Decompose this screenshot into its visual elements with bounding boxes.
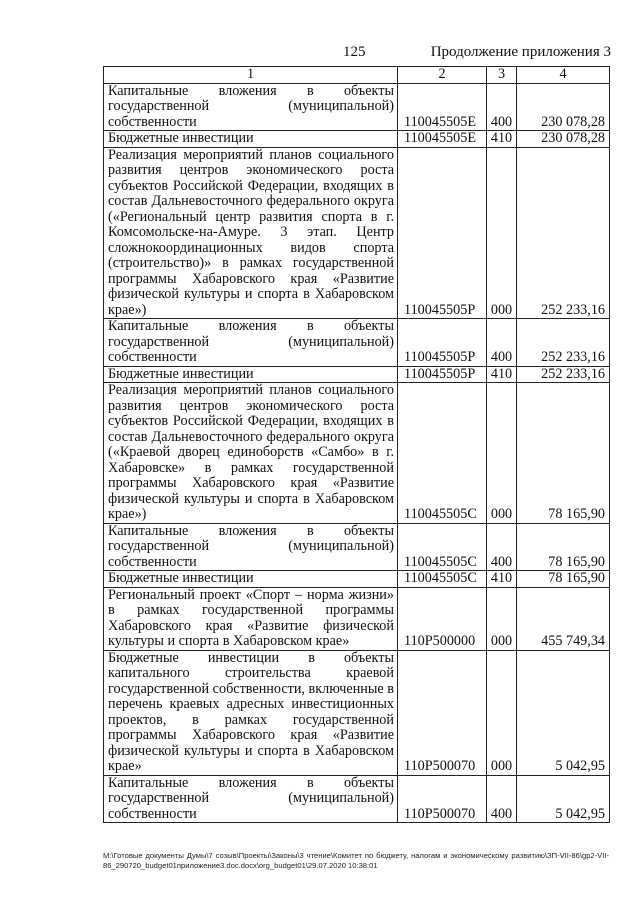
- budget-table: [103, 66, 610, 823]
- row-code: 110045505Р: [398, 319, 487, 367]
- row-name: Капитальные вложения в объекты государственной (муниципальной) собственности: [104, 523, 398, 571]
- row-amount: 230 078,28: [517, 131, 610, 148]
- column-header: 4: [517, 67, 610, 84]
- row-expense-type: 400: [487, 523, 517, 571]
- table-row: [104, 587, 610, 650]
- row-code: 110045505Р: [398, 147, 487, 319]
- row-amount: 5 042,95: [517, 650, 610, 775]
- row-code: 110Р500070: [398, 775, 487, 823]
- row-code: 110045505С: [398, 523, 487, 571]
- column-header: 2: [398, 67, 487, 84]
- table-row: [104, 131, 610, 148]
- continuation-label: Продолжение приложения 3: [430, 44, 611, 60]
- row-code: 110045505Е: [398, 131, 487, 148]
- row-name: Капитальные вложения в объекты государственной (муниципальной) собственности: [104, 319, 398, 367]
- row-name: Бюджетные инвестиции: [104, 571, 398, 588]
- row-expense-type: 410: [487, 571, 517, 588]
- row-name: Капитальные вложения в объекты государственной (муниципальной) собственности: [104, 83, 398, 131]
- table-row: [104, 650, 610, 775]
- row-expense-type: 400: [487, 319, 517, 367]
- row-code: 110045505Е: [398, 83, 487, 131]
- row-expense-type: 400: [487, 775, 517, 823]
- table-row: [104, 571, 610, 588]
- row-code: 110045505С: [398, 571, 487, 588]
- row-code: 110Р500070: [398, 650, 487, 775]
- row-amount: 5 042,95: [517, 775, 610, 823]
- row-amount: 230 078,28: [517, 83, 610, 131]
- row-expense-type: 410: [487, 131, 517, 148]
- row-amount: 252 233,16: [517, 319, 610, 367]
- table-row: [104, 366, 610, 383]
- page-header: [0, 44, 640, 66]
- table-row: [104, 775, 610, 823]
- table-row: [104, 383, 610, 524]
- column-header: 3: [487, 67, 517, 84]
- file-path-footer: М:\Готовые документы Думы\7 созыв\Проекты\Законы\3 чтение\Комитет по бюджету, налогам и экономическому развитию\ЗП-VII-86\gp2-VII-86_290720_budget01приложение3.doc.docx\org_budget01\29.07.2020 10:38:01: [103, 851, 609, 870]
- row-amount: 78 165,90: [517, 383, 610, 524]
- table-row: [104, 319, 610, 367]
- row-name: Бюджетные инвестиции: [104, 131, 398, 148]
- row-amount: 252 233,16: [517, 366, 610, 383]
- row-code: 110045505С: [398, 383, 487, 524]
- row-amount: 455 749,34: [517, 587, 610, 650]
- row-name: Бюджетные инвестиции: [104, 366, 398, 383]
- page-number: 125: [343, 44, 366, 60]
- row-amount: 78 165,90: [517, 523, 610, 571]
- column-header: 1: [104, 67, 398, 84]
- row-name: Бюджетные инвестиции в объекты капитального строительства краевой государственной собственности, включенные в перечень краевых адресных инвестиционных проектов, в рамках государственной программы Хабаровского края «Развитие физической культуры и спорта в Хабаровском крае»: [104, 650, 398, 775]
- table-row: [104, 83, 610, 131]
- row-name: Реализация мероприятий планов социального развития центров экономического роста субъектов Российской Федерации, входящих в состав Дальневосточного федерального округа («Краевой дворец единоборств «Самбо» в г. Хабаровске» в рамках государственной программы Хабаровского края «Развитие физической культуры и спорта в Хабаровском крае»): [104, 383, 398, 524]
- table-header-row: [104, 67, 610, 84]
- row-expense-type: 000: [487, 587, 517, 650]
- row-name: Региональный проект «Спорт – норма жизни» в рамках государственной программы Хабаровского края «Развитие физической культуры и спорта в Хабаровском крае»: [104, 587, 398, 650]
- row-name: Капитальные вложения в объекты государственной (муниципальной) собственности: [104, 775, 398, 823]
- row-amount: 78 165,90: [517, 571, 610, 588]
- row-expense-type: 410: [487, 366, 517, 383]
- row-expense-type: 000: [487, 147, 517, 319]
- row-expense-type: 000: [487, 383, 517, 524]
- row-code: 110Р500000: [398, 587, 487, 650]
- row-expense-type: 400: [487, 83, 517, 131]
- table-row: [104, 147, 610, 319]
- table-row: [104, 523, 610, 571]
- row-amount: 252 233,16: [517, 147, 610, 319]
- row-name: Реализация мероприятий планов социального развития центров экономического роста субъектов Российской Федерации, входящих в состав Дальневосточного федерального округа («Региональный центр развития спорта в г. Комсомольске-на-Амуре. 3 этап. Центр сложнокоординационных видов спорта (строительство)» в рамках государственной программы Хабаровского края «Развитие физической культуры и спорта в Хабаровском крае»): [104, 147, 398, 319]
- row-code: 110045505Р: [398, 366, 487, 383]
- row-expense-type: 000: [487, 650, 517, 775]
